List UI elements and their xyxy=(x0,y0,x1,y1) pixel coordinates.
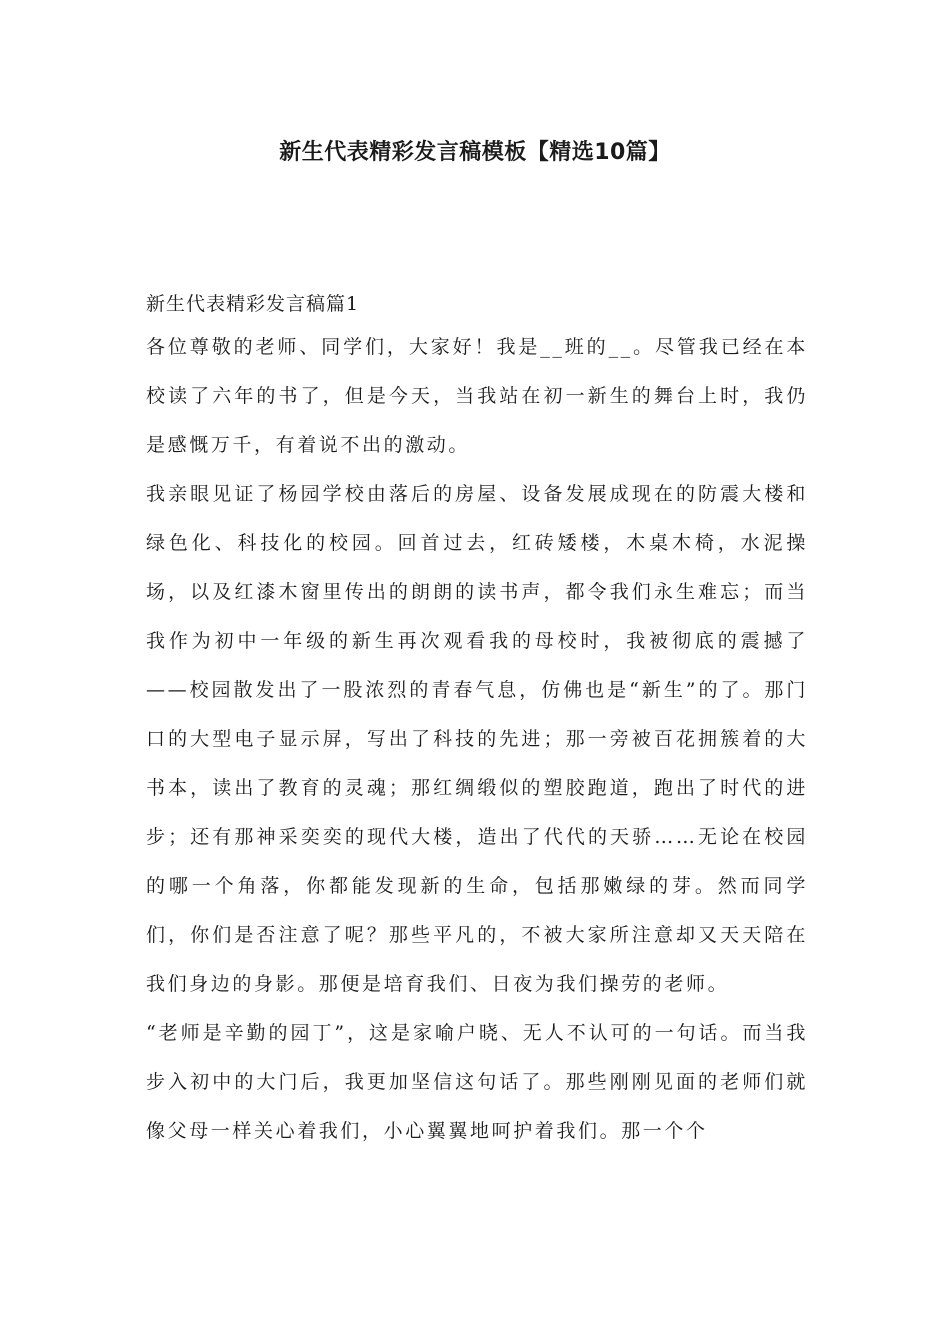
paragraph-2: 我亲眼见证了杨园学校由落后的房屋、设备发展成现在的防震大楼和绿色化、科技化的校园。回首过去，红砖矮楼，木桌木椅，水泥操场，以及红漆木窗里传出的朗朗的读书声，都令我们永生难忘；而当我作为初中一年级的新生再次观看我的母校时，我被彻底的震撼了——校园散发出了一股浓烈的青春气息，仿佛也是“新生”的了。那门口的大型电子显示屏，写出了科技的先进；那一旁被百花拥簇着的大书本，读出了教育的灵魂；那红绸缎似的塑胶跑道，跑出了时代的进步；还有那神采奕奕的现代大楼，造出了代代的天骄……无论在校园的哪一个角落，你都能发现新的生命，包括那嫩绿的芽。然而同学们，你们是否注意了呢？那些平凡的，不被大家所注意却又天天陪在我们身边的身影。那便是培育我们、日夜为我们操劳的老师。 xyxy=(146,483,808,995)
document-title: 新生代表精彩发言稿模板【精选10篇】 xyxy=(279,140,671,165)
section-heading: 新生代表精彩发言稿篇1 xyxy=(146,293,360,315)
document-body xyxy=(146,285,808,1156)
paragraph-3: “老师是辛勤的园丁”，这是家喻户晓、无人不认可的一句话。而当我步入初中的大门后，我更加坚信这句话了。那些刚刚见面的老师们就像父母一样关心着我们，小心翼翼地呵护着我们。那一个个 xyxy=(146,1022,808,1142)
paragraph-1: 各位尊敬的老师、同学们，大家好！我是__班的__。尽管我已经在本校读了六年的书了，但是今天，当我站在初一新生的舞台上时，我仍是感慨万千，有着说不出的激动。 xyxy=(146,336,808,456)
